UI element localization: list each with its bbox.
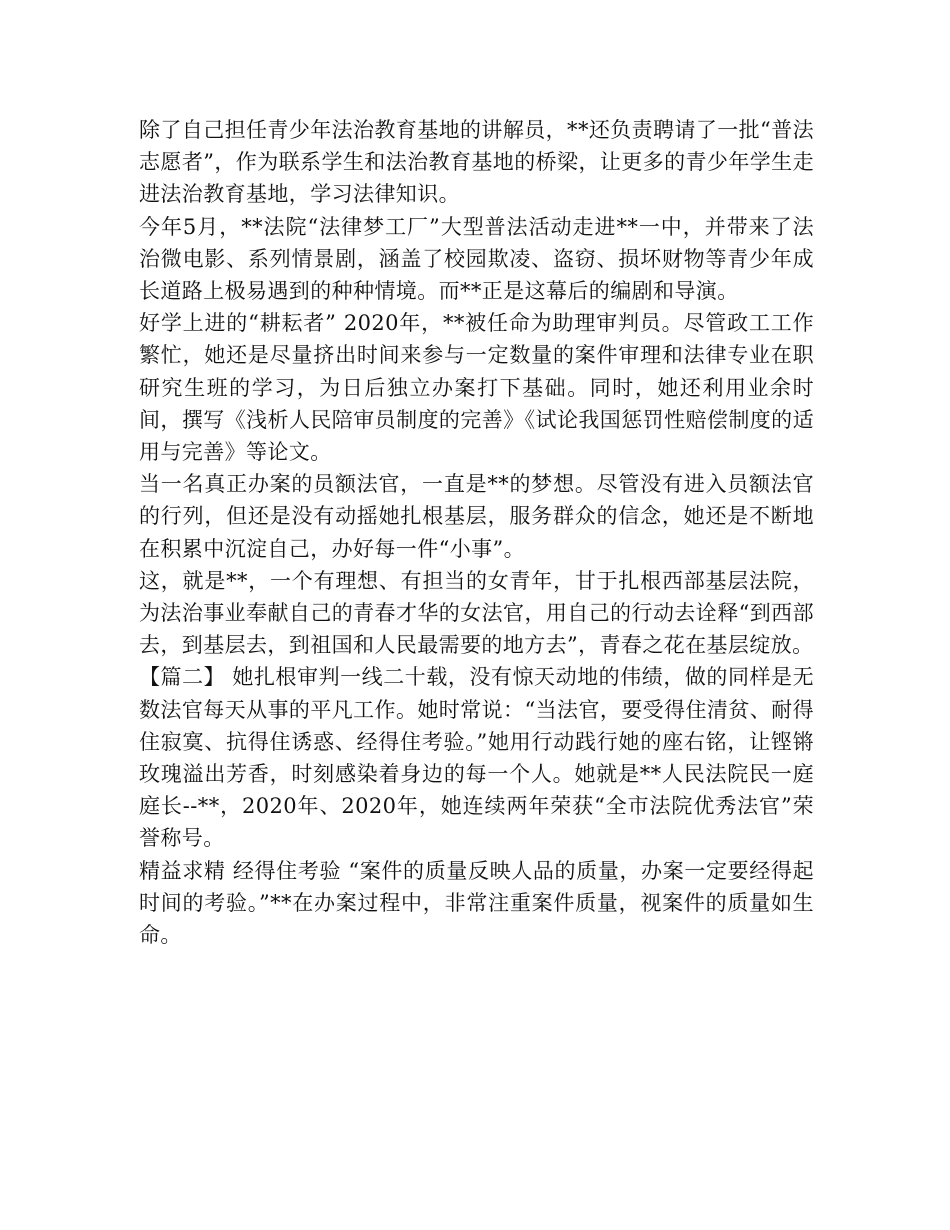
paragraph: 这，就是**，一个有理想、有担当的女青年，甘于扎根西部基层法院，为法治事业奉献自己的青春才华的女法官，用自己的行动去诠释“到西部去，到基层去，到祖国和人民最需要的地方去”，青春之花在基层绽放。 [139, 568, 814, 658]
paragraph: 除了自己担任青少年法治教育基地的讲解员，**还负责聘请了一批“普法志愿者”，作为联系学生和法治教育基地的桥梁，让更多的青少年学生走进法治教育基地，学习法律知识。 [139, 118, 814, 207]
document-body [139, 114, 814, 951]
paragraph: 【篇二】 她扎根审判一线二十载，没有惊天动地的伟绩，做的同样是无数法官每天从事的平凡工作。她时常说：“当法官，要受得住清贫、耐得住寂寞、抗得住诱惑、经得住考验。”她用行动践行她的座右铭，让铿锵玫瑰溢出芳香，时刻感染着身边的每一个人。她就是**人民法院民一庭庭长--**，2020年、2020年，她连续两年荣获“全市法院优秀法官”荣誉称号。 [139, 665, 814, 851]
paragraph: 好学上进的“耕耘者” 2020年，**被任命为助理审判员。尽管政工工作繁忙，她还是尽量挤出时间来参与一定数量的案件审理和法律专业在职研究生班的学习，为日后独立办案打下基础。同时，她还利用业余时间，撰写《浅析人民陪审员制度的完善》《试论我国惩罚性赔偿制度的适用与完善》等论文。 [139, 311, 814, 465]
paragraph: 精益求精 经得住考验 “案件的质量反映人品的质量，办案一定要经得起时间的考验。”**在办案过程中，非常注重案件质量，视案件的质量如生命。 [139, 858, 814, 948]
paragraph: 今年5月，**法院“法律梦工厂”大型普法活动走进**一中，并带来了法治微电影、系列情景剧，涵盖了校园欺凌、盗窃、损坏财物等青少年成长道路上极易遇到的种种情境。而**正是这幕后的编剧和导演。 [139, 214, 814, 304]
paragraph: 当一名真正办案的员额法官，一直是**的梦想。尽管没有进入员额法官的行列，但还是没有动摇她扎根基层，服务群众的信念，她还是不断地在积累中沉淀自己，办好每一件“小事”。 [139, 472, 814, 561]
